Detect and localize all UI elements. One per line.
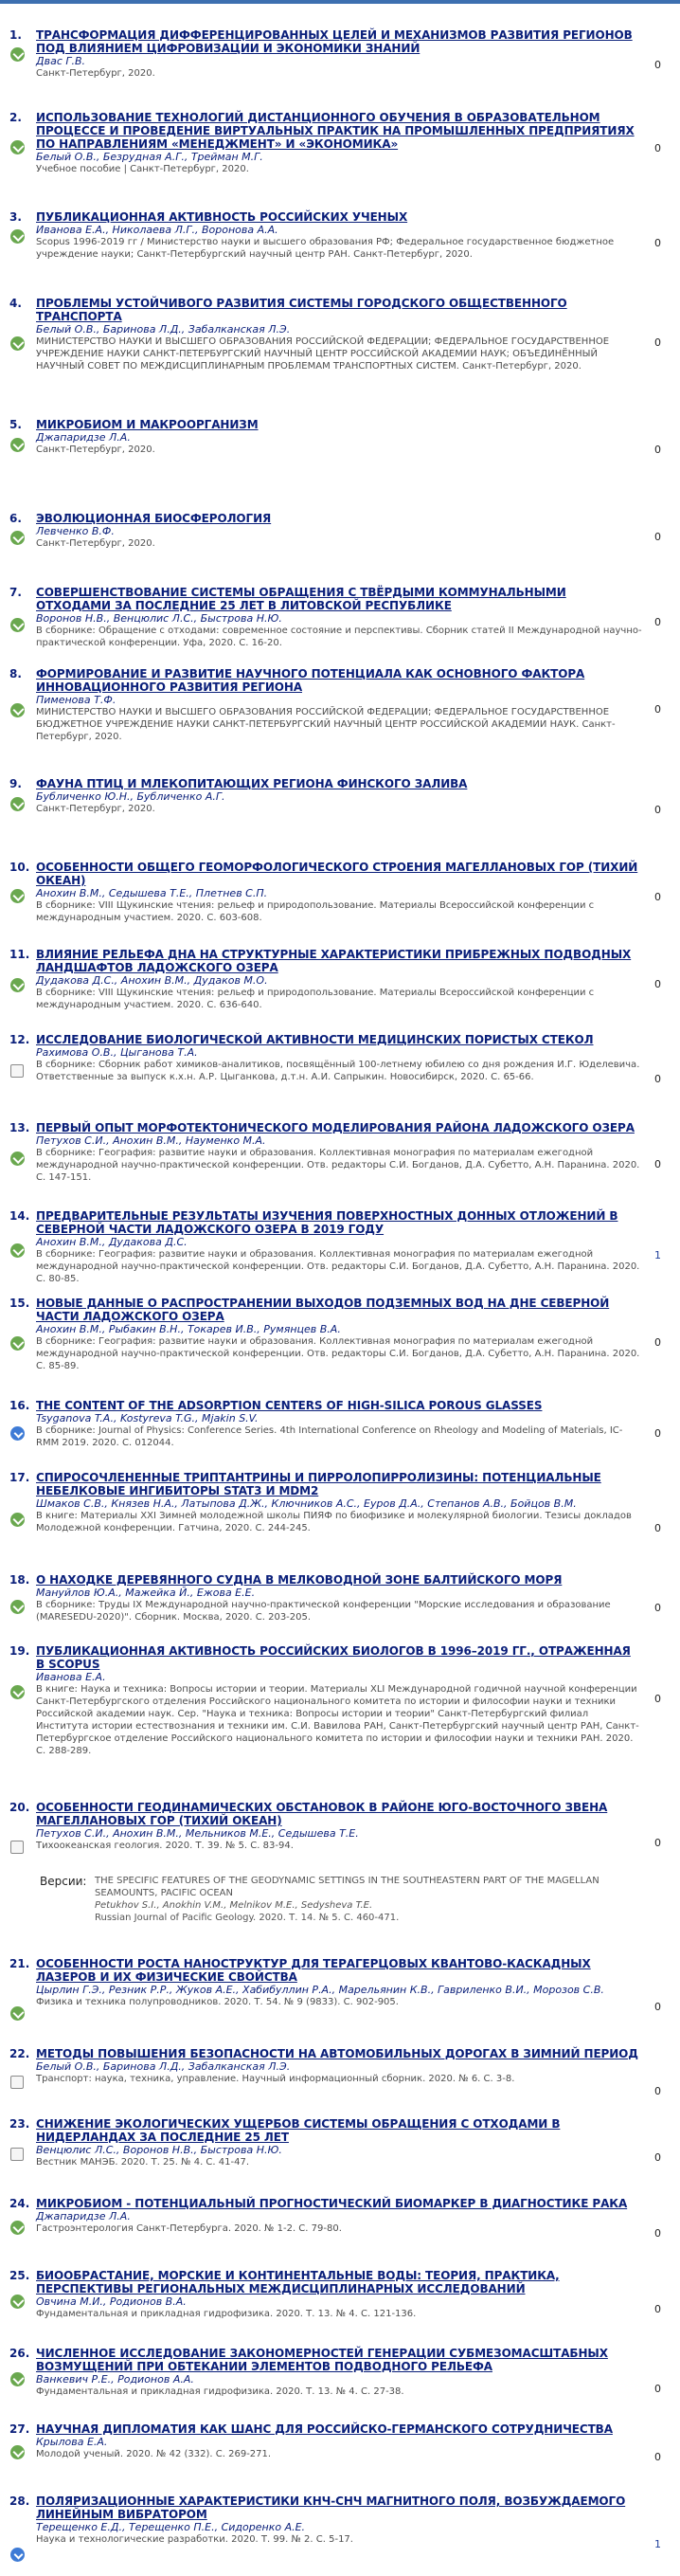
publication-authors[interactable]: Ванкевич Р.Е., Родионов А.А.: [36, 2373, 194, 2386]
download-icon[interactable]: [10, 531, 25, 545]
publication-source: Гастроэнтерология Санкт-Петербурга. 2020. № 1-2. С. 79-80.: [36, 2223, 342, 2234]
publication-authors[interactable]: Мануйлов Ю.А., Мажейка Й., Ежова Е.Е.: [36, 1587, 256, 1599]
item-number: 3.: [9, 210, 22, 224]
publication-source: В сборнике: VIII Щукинские чтения: рельеф и природопользование. Материалы Всероссийской конференции с международным участием. 2020. С. 603-608.: [36, 900, 595, 923]
publication-source: Фундаментальная и прикладная гидрофизика. 2020. Т. 13. № 4. С. 121-136.: [36, 2309, 417, 2319]
publication-title-link[interactable]: ИСПОЛЬЗОВАНИЕ ТЕХНОЛОГИЙ ДИСТАНЦИОННОГО ОБУЧЕНИЯ В ОБРАЗОВАТЕЛЬНОМ ПРОЦЕССЕ И ПРОВЕДЕНИЕ ВИРТУАЛЬНЫХ ПРАКТИК НА ПРОМЫШЛЕННЫХ ПРЕДПРИЯТИЯХ ПО НАПРАВЛЕНИЯМ «МЕНЕДЖМЕНТ» И «ЭКОНОМИКА»: [36, 111, 635, 151]
citation-count: 0: [654, 2085, 661, 2097]
download-icon[interactable]: [10, 140, 25, 154]
item-number: 15.: [9, 1297, 30, 1310]
item-number: 28.: [9, 2494, 30, 2508]
publication-source: В сборнике: География: развитие науки и образования. Коллективная монография по материалам ежегодной международной научно-практической конференции. Отв. редакторы С.И. Богданов, Д.А. Субетто, А.Н. Паранина. 2020. С. 85-89.: [36, 1336, 640, 1371]
publication-title-link[interactable]: СНИЖЕНИЕ ЭКОЛОГИЧЕСКИХ УЩЕРБОВ СИСТЕМЫ ОБРАЩЕНИЯ С ОТХОДАМИ В НИДЕРЛАНДАХ ЗА ПОСЛЕДНИЕ 25 ЛЕТ: [36, 2117, 561, 2144]
publication-source: Санкт-Петербург, 2020.: [36, 444, 155, 455]
citation-count: 0: [654, 1693, 661, 1705]
publication-title-link[interactable]: ЭВОЛЮЦИОННАЯ БИОСФЕРОЛОГИЯ: [36, 512, 272, 525]
publication-authors[interactable]: Воронов Н.В., Венцюлис Л.С., Быстрова Н.Ю.: [36, 612, 282, 625]
download-icon[interactable]: [10, 703, 25, 717]
item-body: [36, 1121, 642, 1184]
publication-source: Санкт-Петербург, 2020.: [36, 804, 155, 814]
citation-count: 0: [654, 1158, 661, 1170]
publication-source: Scopus 1996-2019 гг / Министерство науки и высшего образования РФ; Федеральное государственное бюджетное учреждение науки; Санкт-Петербургский научный центр РАН. Санкт-Петербург, 2020.: [36, 237, 615, 260]
citation-count[interactable]: 1: [654, 2538, 661, 2550]
download-icon[interactable]: [10, 2445, 25, 2459]
publication-title-link[interactable]: МИКРОБИОМ И МАКРООРГАНИЗМ: [36, 418, 259, 431]
publication-authors[interactable]: Белый О.В., Баринова Л.Д., Забалканская Л.Э.: [36, 323, 291, 336]
citation-count[interactable]: 1: [654, 1249, 661, 1261]
publication-source: Учебное пособие | Санкт-Петербург, 2020.: [36, 164, 249, 174]
item-number: 12.: [9, 1033, 30, 1046]
publication-title-link[interactable]: МЕТОДЫ ПОВЫШЕНИЯ БЕЗОПАСНОСТИ НА АВТОМОБИЛЬНЫХ ДОРОГАХ В ЗИМНИЙ ПЕРИОД: [36, 2047, 638, 2060]
item-body: [36, 1399, 642, 1449]
download-icon[interactable]: [10, 2372, 25, 2386]
item-body: [36, 1573, 642, 1624]
item-number: 18.: [9, 1573, 30, 1587]
publication-authors[interactable]: Иванова Е.А., Николаева Л.Г., Воронова А.А.: [36, 224, 278, 236]
publication-authors[interactable]: Джапаридзе Л.А.: [36, 431, 131, 444]
item-body: [36, 418, 642, 456]
publication-title-link[interactable]: THE CONTENT OF THE ADSORPTION CENTERS OF HIGH-SILICA POROUS GLASSES: [36, 1399, 543, 1412]
citation-count: 0: [654, 703, 661, 716]
publication-title-link[interactable]: НАУЧНАЯ ДИПЛОМАТИЯ КАК ШАНС ДЛЯ РОССИЙСКО-ГЕРМАНСКОГО СОТРУДНИЧЕСТВА: [36, 2422, 613, 2436]
download-icon[interactable]: [10, 336, 25, 351]
publication-authors[interactable]: Бубличенко Ю.Н., Бубличенко А.Г.: [36, 790, 225, 803]
publication-title-link[interactable]: МИКРОБИОМ - ПОТЕНЦИАЛЬНЫЙ ПРОГНОСТИЧЕСКИЙ БИОМАРКЕР В ДИАГНОСТИКЕ РАКА: [36, 2197, 628, 2210]
citation-count: 0: [654, 444, 661, 456]
publication-source: Санкт-Петербург, 2020.: [36, 68, 155, 79]
item-number: 19.: [9, 1644, 30, 1658]
publication-title-link[interactable]: ФОРМИРОВАНИЕ И РАЗВИТИЕ НАУЧНОГО ПОТЕНЦИАЛА КАК ОСНОВНОГО ФАКТОРА ИННОВАЦИОННОГО РАЗВИТИЯ РЕГИОНА: [36, 667, 585, 694]
item-body: [36, 2197, 642, 2235]
item-number: 21.: [9, 1957, 30, 1970]
item-number: 26.: [9, 2347, 30, 2360]
publication-title-link[interactable]: ПУБЛИКАЦИОННАЯ АКТИВНОСТЬ РОССИЙСКИХ УЧЕНЫХ: [36, 210, 408, 224]
publication-source: В сборнике: Труды IX Международной научно-практической конференции "Морские исследования и образование (MARESEDU-2020)". Сборник. Москва, 2020. С. 203-205.: [36, 1600, 611, 1623]
item-number: 13.: [9, 1121, 30, 1134]
publication-title-link[interactable]: ОСОБЕННОСТИ РОСТА НАНОСТРУКТУР ДЛЯ ТЕРАГЕРЦОВЫХ КВАНТОВО-КАСКАДНЫХ ЛАЗЕРОВ И ИХ ФИЗИЧЕСКИЕ СВОЙСТВА: [36, 1957, 591, 1984]
version-title[interactable]: THE SPECIFIC FEATURES OF THE GEODYNAMIC SETTINGS IN THE SOUTHEASTERN PART OF THE MAGELLAN SEAMOUNTS, PACIFIC OCEAN: [95, 1876, 599, 1898]
publication-title-link[interactable]: СПИРОСОЧЛЕНЕННЫЕ ТРИПТАНТРИНЫ И ПИРРОЛОПИРРОЛИЗИНЫ: ПОТЕНЦИАЛЬНЫЕ НЕБЕЛКОВЫЕ ИНГИБИТОРЫ STAT3 И MDM2: [36, 1471, 601, 1497]
download-icon[interactable]: [10, 889, 25, 903]
versions-label: Версии:: [40, 1875, 87, 1888]
publication-authors[interactable]: Цырлин Г.Э., Резник Р.Р., Жуков А.Е., Хабибуллин Р.А., Марельянин К.В., Гавриленко В.И., Морозов С.В.: [36, 1984, 604, 1996]
citation-count: 0: [654, 1427, 661, 1440]
publication-authors[interactable]: Джапаридзе Л.А.: [36, 2210, 131, 2222]
publication-source: В сборнике: География: развитие науки и образования. Коллективная монография по материалам ежегодной международной научно-практической конференции. Отв. редакторы С.И. Богданов, Д.А. Субетто, А.Н. Паранина. 2020. С. 147-151.: [36, 1148, 640, 1183]
item-number: 22.: [9, 2047, 30, 2060]
publication-authors[interactable]: Анохин В.М., Седышева Т.Е., Плетнев С.П.: [36, 887, 268, 899]
item-body: [36, 2117, 642, 2168]
download-icon[interactable]: [10, 229, 25, 244]
publication-source: В сборнике: Сборник работ химиков-аналитиков, посвящённый 100-летнему юбилею со дня рождения И.Г. Юделевича. Ответственные за выпуск к.х.н. А.Р. Цыганкова, д.т.н. А.И. Сапрыкин. Новосибирск, 2020. С. 65-66.: [36, 1060, 640, 1082]
item-body: [36, 1033, 642, 1083]
item-number: 5.: [9, 418, 22, 431]
item-body: [36, 1297, 642, 1372]
publication-authors[interactable]: Дудакова Д.С., Анохин В.М., Дудаков М.О.: [36, 974, 268, 987]
publication-title-link[interactable]: ТРАНСФОРМАЦИЯ ДИФФЕРЕНЦИРОВАННЫХ ЦЕЛЕЙ И МЕХАНИЗМОВ РАЗВИТИЯ РЕГИОНОВ ПОД ВЛИЯНИЕМ ЦИФРОВИЗАЦИИ И ЭКОНОМИКИ ЗНАНИЙ: [36, 28, 633, 55]
download-icon[interactable]: [10, 2221, 25, 2235]
publication-title-link[interactable]: ВЛИЯНИЕ РЕЛЬЕФА ДНА НА СТРУКТУРНЫЕ ХАРАКТЕРИСТИКИ ПРИБРЕЖНЫХ ПОДВОДНЫХ ЛАНДШАФТОВ ЛАДОЖСКОГО ОЗЕРА: [36, 948, 632, 974]
item-body: [36, 1209, 642, 1285]
item-number: 10.: [9, 861, 30, 874]
publication-source: Вестник МАНЭБ. 2020. Т. 25. № 4. С. 41-47.: [36, 2157, 250, 2168]
item-number: 14.: [9, 1209, 30, 1223]
publication-authors[interactable]: Анохин В.М., Дудакова Д.С.: [36, 1236, 188, 1248]
publication-title-link[interactable]: ФАУНА ПТИЦ И МЛЕКОПИТАЮЩИХ РЕГИОНА ФИНСКОГО ЗАЛИВА: [36, 777, 468, 790]
citation-count: 0: [654, 336, 661, 349]
citation-count: 0: [654, 2001, 661, 2013]
item-body: [36, 1957, 642, 2008]
top-bar: [0, 0, 680, 4]
publication-title-link[interactable]: ПУБЛИКАЦИОННАЯ АКТИВНОСТЬ РОССИЙСКИХ БИОЛОГОВ В 1996–2019 ГГ., ОТРАЖЕННАЯ В SCOPUS: [36, 1644, 631, 1671]
download-icon[interactable]: [10, 1336, 25, 1351]
item-body: [36, 2494, 642, 2546]
version-authors: Petukhov S.I., Anokhin V.M., Melnikov M.E., Sedysheva T.E.: [95, 1900, 373, 1911]
publication-title-link[interactable]: БИООБРАСТАНИЕ, МОРСКИЕ И КОНТИНЕНТАЛЬНЫЕ ВОДЫ: ТЕОРИЯ, ПРАКТИКА, ПЕРСПЕКТИВЫ РЕГИОНАЛЬНЫХ МЕЖДИСЦИПЛИНАРНЫХ ИССЛЕДОВАНИЙ: [36, 2269, 560, 2295]
item-body: [36, 2347, 642, 2398]
publication-authors[interactable]: Tsyganova T.A., Kostyreva T.G., Mjakin S.V.: [36, 1412, 259, 1424]
download-icon[interactable]: [10, 618, 25, 632]
item-number: 9.: [9, 777, 22, 790]
item-number: 2.: [9, 111, 22, 124]
citation-count: 0: [654, 1073, 661, 1085]
publication-authors[interactable]: Крылова Е.А.: [36, 2436, 108, 2448]
item-body: [36, 948, 642, 1011]
citation-count: 0: [654, 804, 661, 816]
publication-source: В сборнике: Journal of Physics: Conference Series. 4th International Conference on Rheology and Modeling of Materials, IC-RMM 2019. 2020. С. 012044.: [36, 1425, 623, 1448]
publication-authors[interactable]: Шмаков С.В., Князев Н.А., Латыпова Д.Ж., Ключников А.С., Еуров Д.А., Степанов А.В., Бойцов В.М.: [36, 1497, 577, 1510]
download-icon[interactable]: [10, 2295, 25, 2309]
citation-count: 0: [654, 2303, 661, 2315]
item-body: [36, 777, 642, 815]
item-number: 11.: [9, 948, 30, 961]
publication-title-link[interactable]: ОСОБЕННОСТИ ОБЩЕГО ГЕОМОРФОЛОГИЧЕСКОГО СТРОЕНИЯ МАГЕЛЛАНОВЫХ ГОР (ТИХИЙ ОКЕАН): [36, 861, 638, 887]
citation-count: 0: [654, 531, 661, 543]
item-body: [36, 861, 642, 924]
citation-count: 0: [654, 978, 661, 990]
publication-title-link[interactable]: ПОЛЯРИЗАЦИОННЫЕ ХАРАКТЕРИСТИКИ КНЧ-СНЧ МАГНИТНОГО ПОЛЯ, ВОЗБУЖДАЕМОГО ЛИНЕЙНЫМ ВИБРАТОРОМ: [36, 2494, 626, 2521]
publication-source: МИНИСТЕРСТВО НАУКИ И ВЫСШЕГО ОБРАЗОВАНИЯ РОССИЙСКОЙ ФЕДЕРАЦИИ; ФЕДЕРАЛЬНОЕ ГОСУДАРСТВЕННОЕ УЧРЕЖДЕНИЕ НАУКИ САНКТ-ПЕТЕРБУРГСКИЙ НАУЧНЫЙ ЦЕНТР РОССИЙСКОЙ АКАДЕМИИ НАУК; ОБЪЕДИНЁННЫЙ НАУЧНЫЙ СОВЕТ ПО МЕЖДИСЦИПЛИНАРНЫМ ПРОБЛЕМАМ ТРАНСПОРТНЫХ СИСТЕМ. Санкт-Петербург, 2020.: [36, 336, 610, 372]
citation-count: 0: [654, 1837, 661, 1849]
publication-authors[interactable]: Белый О.В., Безрудная А.Г., Трейман М.Г.: [36, 151, 263, 163]
item-body: [36, 297, 642, 372]
item-body: [36, 1801, 642, 1852]
checkbox-icon[interactable]: [10, 1841, 24, 1854]
item-body: [36, 210, 642, 261]
citation-count: 0: [654, 2451, 661, 2463]
publication-title-link[interactable]: СОВЕРШЕНСТВОВАНИЕ СИСТЕМЫ ОБРАЩЕНИЯ С ТВЁРДЫМИ КОММУНАЛЬНЫМИ ОТХОДАМИ ЗА ПОСЛЕДНИЕ 25 ЛЕТ В ЛИТОВСКОЙ РЕСПУБЛИКЕ: [36, 586, 566, 612]
item-number: 24.: [9, 2197, 30, 2210]
publication-authors[interactable]: Анохин В.М., Рыбакин В.Н., Токарев И.В., Румянцев В.А.: [36, 1323, 341, 1335]
item-body: [36, 586, 642, 649]
publication-title-link[interactable]: НОВЫЕ ДАННЫЕ О РАСПРОСТРАНЕНИИ ВЫХОДОВ ПОДЗЕМНЫХ ВОД НА ДНЕ СЕВЕРНОЙ ЧАСТИ ЛАДОЖСКОГО ОЗЕРА: [36, 1297, 610, 1323]
versions-body: [95, 1875, 627, 1924]
item-number: 4.: [9, 297, 22, 310]
item-body: [36, 1644, 642, 1757]
item-body: [36, 2269, 642, 2320]
publication-source: В сборнике: VIII Щукинские чтения: рельеф и природопользование. Материалы Всероссийской конференции с международным участием. 2020. С. 636-640.: [36, 988, 595, 1010]
download-icon[interactable]: [10, 438, 25, 452]
publication-source: В сборнике: География: развитие науки и образования. Коллективная монография по материалам ежегодной международной научно-практической конференции. Отв. редакторы С.И. Богданов, Д.А. Субетто, А.Н. Паранина. 2020. С. 80-85.: [36, 1249, 640, 1284]
publication-title-link[interactable]: ПРОБЛЕМЫ УСТОЙЧИВОГО РАЗВИТИЯ СИСТЕМЫ ГОРОДСКОГО ОБЩЕСТВЕННОГО ТРАНСПОРТА: [36, 297, 567, 323]
external-link-icon[interactable]: [10, 1426, 25, 1441]
citation-count: 0: [654, 1522, 661, 1534]
publication-authors[interactable]: Терещенко Е.Д., Терещенко П.Е., Сидоренко А.Е.: [36, 2521, 306, 2533]
item-number: 27.: [9, 2422, 30, 2436]
item-body: [36, 2047, 642, 2085]
item-body: [36, 111, 642, 175]
item-number: 16.: [9, 1399, 30, 1412]
citation-count: 0: [654, 59, 661, 71]
item-number: 1.: [9, 28, 22, 42]
publication-authors[interactable]: Левченко В.Ф.: [36, 525, 115, 537]
publication-source: Санкт-Петербург, 2020.: [36, 538, 155, 549]
publication-source: В книге: Наука и техника: Вопросы истории и теории. Материалы XLI Международной годичной научной конференции Санкт-Петербургского отделения Российского национального комитета по истории и философии науки и техники Российской академии наук. Сер. "Наука и техника: Вопросы истории и теории" Санкт-Петербургский филиал Института истории естествознания и техники им. С.И. Вавилова РАН, Санкт-Петербургский научный центр РАН, Санкт-Петербургское отделение Российского национального комитета по истории и философии науки и техники РАН. 2020. С. 288-289.: [36, 1684, 639, 1756]
publication-title-link[interactable]: ПЕРВЫЙ ОПЫТ МОРФОТЕКТОНИЧЕСКОГО МОДЕЛИРОВАНИЯ РАЙОНА ЛАДОЖСКОГО ОЗЕРА: [36, 1121, 635, 1134]
publication-source: В сборнике: Обращение с отходами: современное состояние и перспективы. Сборник статей II Международной научно-практической конференции. Уфа, 2020. С. 16-20.: [36, 626, 642, 648]
publication-authors[interactable]: Петухов С.И., Анохин В.М., Мельников М.Е., Седышева Т.Е.: [36, 1827, 359, 1840]
download-icon[interactable]: [10, 1600, 25, 1614]
publication-authors[interactable]: Овчина М.И., Родионов В.А.: [36, 2295, 187, 2308]
external-link-icon[interactable]: [10, 2548, 25, 2562]
publication-authors[interactable]: Петухов С.И., Анохин В.М., Науменко М.А.: [36, 1134, 266, 1147]
checkbox-icon[interactable]: [10, 2148, 24, 2161]
item-number: 6.: [9, 512, 22, 525]
publication-source: Транспорт: наука, техника, управление. Научный информационный сборник. 2020. № 6. С. 3-8.: [36, 2074, 515, 2084]
citation-count: 0: [654, 142, 661, 154]
publication-authors[interactable]: Иванова Е.А.: [36, 1671, 106, 1683]
item-body: [36, 512, 642, 550]
item-number: 25.: [9, 2269, 30, 2282]
publication-authors[interactable]: Белый О.В., Баринова Л.Д., Забалканская Л.Э.: [36, 2060, 291, 2073]
publication-authors[interactable]: Двас Г.В.: [36, 55, 86, 67]
publication-title-link[interactable]: ОСОБЕННОСТИ ГЕОДИНАМИЧЕСКИХ ОБСТАНОВОК В РАЙОНЕ ЮГО-ВОСТОЧНОГО ЗВЕНА МАГЕЛЛАНОВЫХ ГОР (ТИХИЙ ОКЕАН): [36, 1801, 608, 1827]
download-icon[interactable]: [10, 1243, 25, 1258]
download-icon[interactable]: [10, 2006, 25, 2021]
publication-authors[interactable]: Рахимова О.В., Цыганова Т.А.: [36, 1046, 198, 1059]
download-icon[interactable]: [10, 1685, 25, 1699]
publication-source: Наука и технологические разработки. 2020. Т. 99. № 2. С. 5-17.: [36, 2534, 353, 2545]
checkbox-icon[interactable]: [10, 1064, 24, 1078]
checkbox-icon[interactable]: [10, 2076, 24, 2089]
item-body: [36, 667, 642, 743]
item-number: 7.: [9, 586, 22, 599]
citation-count: 0: [654, 1602, 661, 1614]
download-icon[interactable]: [10, 797, 25, 811]
item-number: 23.: [9, 2117, 30, 2131]
download-icon[interactable]: [10, 1152, 25, 1166]
item-number: 20.: [9, 1801, 30, 1814]
item-number: 8.: [9, 667, 22, 680]
publication-title-link[interactable]: О НАХОДКЕ ДЕРЕВЯННОГО СУДНА В МЕЛКОВОДНОЙ ЗОНЕ БАЛТИЙСКОГО МОРЯ: [36, 1573, 563, 1587]
item-body: [36, 2422, 642, 2460]
publication-authors[interactable]: Венцюлис Л.С., Воронов Н.В., Быстрова Н.Ю.: [36, 2144, 282, 2156]
download-icon[interactable]: [10, 978, 25, 992]
publication-title-link[interactable]: ИССЛЕДОВАНИЕ БИОЛОГИЧЕСКОЙ АКТИВНОСТИ МЕДИЦИНСКИХ ПОРИСТЫХ СТЕКОЛ: [36, 1033, 594, 1046]
version-source: Russian Journal of Pacific Geology. 2020. Т. 14. № 5. С. 460-471.: [95, 1913, 400, 1923]
citation-count: 0: [654, 891, 661, 903]
publication-source: В книге: Материалы XXI Зимней молодежной школы ПИЯФ по биофизике и молекулярной биологии. Тезисы докладов Молодежной конференции. Гатчина, 2020. С. 244-245.: [36, 1511, 632, 1533]
citation-count: 0: [654, 2383, 661, 2395]
citation-count: 0: [654, 1336, 661, 1349]
publication-title-link[interactable]: ЧИСЛЕННОЕ ИССЛЕДОВАНИЕ ЗАКОНОМЕРНОСТЕЙ ГЕНЕРАЦИИ СУБМЕЗОМАСШТАБНЫХ ВОЗМУЩЕНИЙ ПРИ ОБТЕКАНИИ ЭЛЕМЕНТОВ ПОДВОДНОГО РЕЛЬЕФА: [36, 2347, 608, 2373]
item-body: [36, 1471, 642, 1534]
download-icon[interactable]: [10, 47, 25, 62]
citation-count: 0: [654, 2227, 661, 2240]
publication-source: Физика и техника полупроводников. 2020. Т. 54. № 9 (9833). С. 902-905.: [36, 1997, 399, 2007]
publication-source: МИНИСТЕРСТВО НАУКИ И ВЫСШЕГО ОБРАЗОВАНИЯ РОССИЙСКОЙ ФЕДЕРАЦИИ; ФЕДЕРАЛЬНОЕ ГОСУДАРСТВЕННОЕ БЮДЖЕТНОЕ УЧРЕЖДЕНИЕ НАУКИ САНКТ-ПЕТЕРБУРГСКИЙ НАУЧНЫЙ ЦЕНТР РОССИЙСКОЙ АКАДЕМИИ НАУК. Санкт-Петербург, 2020.: [36, 707, 616, 742]
publication-title-link[interactable]: ПРЕДВАРИТЕЛЬНЫЕ РЕЗУЛЬТАТЫ ИЗУЧЕНИЯ ПОВЕРХНОСТНЫХ ДОННЫХ ОТЛОЖЕНИЙ В СЕВЕРНОЙ ЧАСТИ ЛАДОЖСКОГО ОЗЕРА В 2019 ГОДУ: [36, 1209, 618, 1236]
item-number: 17.: [9, 1471, 30, 1484]
publication-source: Тихоокеанская геология. 2020. Т. 39. № 5. С. 83-94.: [36, 1841, 294, 1851]
publication-source: Фундаментальная и прикладная гидрофизика. 2020. Т. 13. № 4. С. 27-38.: [36, 2386, 404, 2397]
publication-authors[interactable]: Пименова Т.Ф.: [36, 694, 116, 706]
citation-count: 0: [654, 2151, 661, 2164]
publication-source: Молодой ученый. 2020. № 42 (332). С. 269-271.: [36, 2449, 272, 2459]
citation-count: 0: [654, 237, 661, 249]
item-body: [36, 28, 642, 80]
citation-count: 0: [654, 616, 661, 628]
download-icon[interactable]: [10, 1513, 25, 1527]
